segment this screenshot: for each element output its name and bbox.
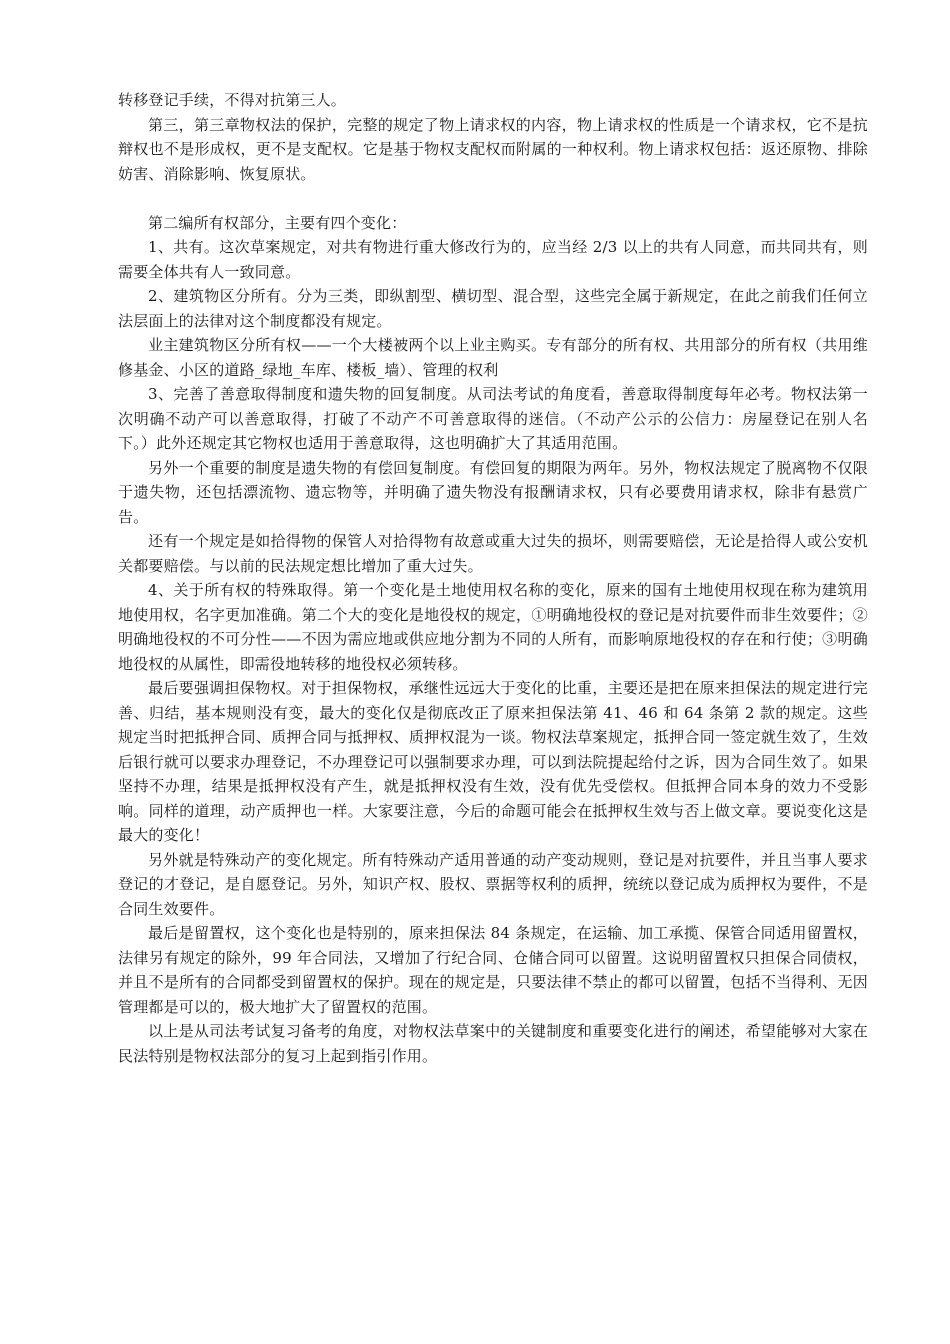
paragraph-good-faith: 3、完善了善意取得制度和遗失物的回复制度。从司法考试的角度看，善意取得制度每年必考。物权法第一次明确不动产可以善意取得，打破了不动产不可善意取得的迷信。（不动产公示的公信力：房屋登记在别人名下。）此外还规定其它物权也适用于善意取得，这也明确扩大了其适用范围。: [118, 385, 868, 452]
paragraph-continuation: 转移登记手续，不得对抗第三人。: [118, 91, 347, 109]
paragraph-owner-rights: 业主建筑物区分所有权——一个大楼被两个以上业主购买。专有部分的所有权、共用部分的所有权（共用维修基金、小区的道路_绿地_车库、楼板_墙）、管理的权利: [118, 336, 868, 379]
paragraph-custodian-liability: 还有一个规定是如拾得物的保管人对拾得物有故意或重大过失的损坏，则需要赔偿，无论是拾得人或公安机关都要赔偿。与以前的民法规定想比增加了重大过失。: [118, 532, 868, 575]
paragraph-lien: 最后是留置权，这个变化也是特别的，原来担保法 84 条规定，在运输、加工承揽、保管合同适用留置权，法律另有规定的除外，99 年合同法，又增加了行纪合同、仓储合同可以留置。这说明留置权只担保合同债权，并且不是所有的合同都受到留置权的保护。现在的规定是，只要法律不禁止的都可以留置，包括不当得利、无因管理都是可以的，极大地扩大了留置权的范围。: [118, 924, 868, 1016]
paragraph-special-acquisition: 4、关于所有权的特殊取得。第一个变化是土地使用权名称的变化，原来的国有土地使用权现在称为建筑用地使用权，名字更加准确。第二个大的变化是地役权的规定，①明确地役权的登记是对抗要件而非生效要件；②明确地役权的不可分性——不因为需应地或供应地分割为不同的人所有，而影响原地役权的存在和行使；③明确地役权的从属性，即需役地转移的地役权必须转移。: [118, 581, 868, 673]
paragraph-security-rights: 最后要强调担保物权。对于担保物权，承继性远远大于变化的比重，主要还是把在原来担保法的规定进行完善、归结，基本规则没有变，最大的变化仅是彻底改正了原来担保法第 41、46 和 64 条第 2 款的规定。这些规定当时把抵押合同、质押合同与抵押权、质押权混为一谈。物权法草案规定，抵押合同一签定就生效了，生效后银行就可以要求办理登记，不办理登记可以强制要求办理，可以到法院提起给付之诉，因为合同生效了。如果坚持不办理，结果是抵押权没有产生，就是抵押权没有生效，没有优先受偿权。但抵押合同本身的效力不受影响。同样的道理，动产质押也一样。大家要注意，今后的命题可能会在抵押权生效与否上做文章。要说变化这是最大的变化！: [118, 679, 868, 844]
paragraph-special-movables: 另外就是特殊动产的变化规定。所有特殊动产适用普通的动产变动规则，登记是对抗要件，并且当事人要求登记的才登记，是自愿登记。另外，知识产权、股权、票据等权利的质押，统统以登记成为质押权为要件，不是合同生效要件。: [118, 850, 868, 918]
document-body: [118, 88, 868, 1068]
paragraph-co-ownership: 1、共有。这次草案规定，对共有物进行重大修改行为的，应当经 2/3 以上的共有人同意，而共同共有，则需要全体共有人一致同意。: [118, 238, 868, 281]
paragraph-conclusion: 以上是从司法考试复习备考的角度，对物权法草案中的关键制度和重要变化进行的阐述，希望能够对大家在民法特别是物权法部分的复习上起到指引作用。: [118, 1022, 868, 1065]
paragraph-lost-property: 另外一个重要的制度是遗失物的有偿回复制度。有偿回复的期限为两年。另外，物权法规定了脱离物不仅限于遗失物，还包括漂流物、遗忘物等，并明确了遗失物没有报酬请求权，只有必要费用请求权，除非有悬赏广告。: [118, 458, 868, 526]
section-heading-ownership: 第二编所有权部分，主要有四个变化：: [148, 213, 407, 232]
paragraph-building-ownership: 2、建筑物区分所有。分为三类，即纵割型、横切型、混合型，这些完全属于新规定，在此之前我们任何立法层面上的法律对这个制度都没有规定。: [118, 287, 868, 330]
paragraph-third-point: 第三，第三章物权法的保护，完整的规定了物上请求权的内容，物上请求权的性质是一个请求权，它不是抗辩权也不是形成权，更不是支配权。它是基于物权支配权而附属的一种权利。物上请求权包括：返还原物、排除妨害、消除影响、恢复原状。: [118, 115, 868, 183]
